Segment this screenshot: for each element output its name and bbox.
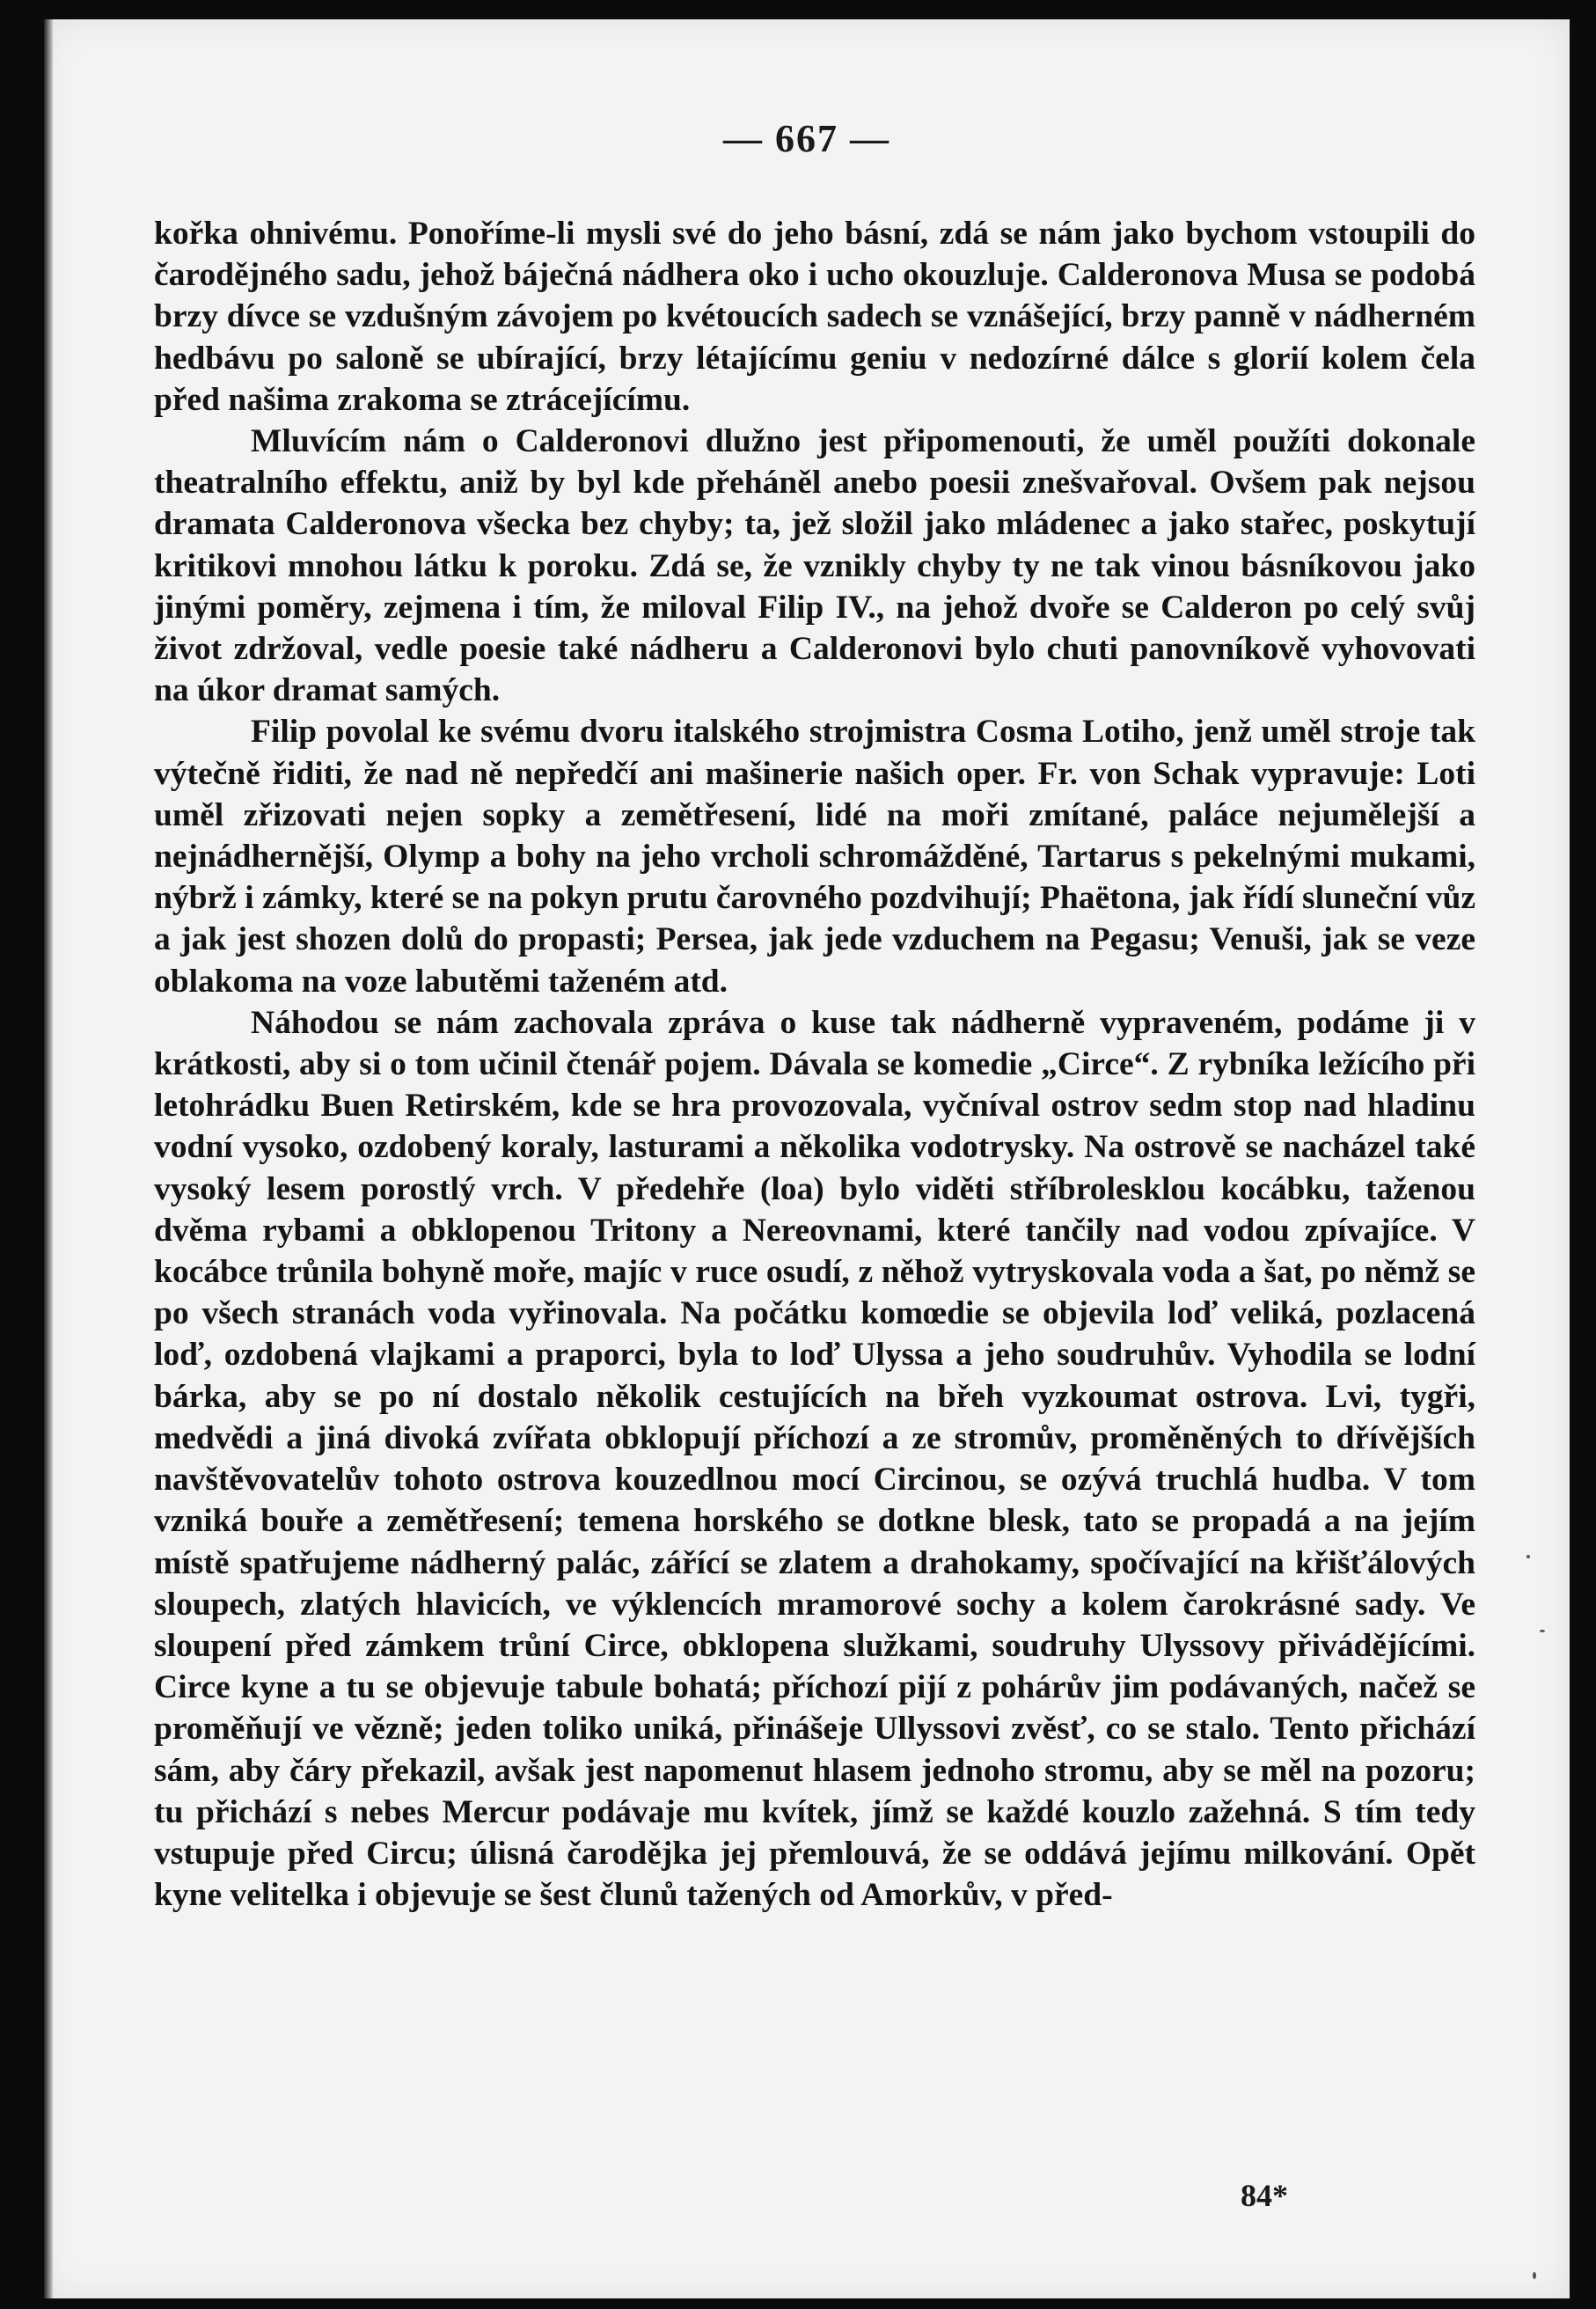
dust-speck (1540, 1630, 1545, 1632)
body-text (154, 213, 1475, 1916)
page-edge-shadow (44, 19, 53, 2298)
paragraph: Filip povolal ke svému dvoru italského strojmistra Cosma Lotiho, jenž uměl stroje tak výtečně řiditi, že nad ně nepředčí ani mašinerie našich oper. Fr. von Schak vypravuje: Loti uměl zřizovati nejen sopky a zemětřesení, lidé na moři zmítané, paláce nejumělejší a nejnádhernější, Olymp a bohy na jeho vrcholi schromážděné, Tartarus s pekelnými mukami, nýbrž i zámky, které se na pokyn prutu čarovného pozdvihují; Phaëtona, jak řídí sluneční vůz a jak jest shozen dolů do propasti; Persea, jak jede vzduchem na Pegasu; Venuši, jak se veze oblakoma na voze labutěmi taženém atd. (154, 714, 1475, 1000)
page-number: — 667 — (723, 117, 890, 160)
paragraph: kořka ohnivému. Ponoříme-li mysli své do jeho básní, zdá se nám jako bychom vstoupili do čarodějného sadu, jehož báječná nádhera oko i ucho okouzluje. Calderonova Musa se podobá brzy dívce se vzdušným závojem po kvétoucích sadech se vznášející, brzy panně v nádherném hedbávu po saloně se ubírající, brzy létajícímu geniu v nedozírné dálce s glorií kolem čela před našima zrakoma se ztrácejícímu. (154, 216, 1475, 418)
dust-speck (1533, 2272, 1536, 2279)
paragraph: Náhodou se nám zachovala zpráva o kuse tak nádherně vypraveném, podáme ji v krátkosti, aby si o tom učinil čtenář pojem. Dávala se komedie „Circe“. Z rybníka ležícího při letohrádku Buen Retirském, kde se hra provozovala, vyčníval ostrov sedm stop nad hladinu vodní vysoko, ozdobený koraly, lasturami a několika vodotrysky. Na ostrově se nacházel také vysoký lesem porostlý vrch. V předehře (loa) bylo viděti stříbrolesklou kocábku, taženou dvěma rybami a obklopenou Tritony a Nereovnami, které tančily nad vodou zpívajíce. V kocábce trůnila bohyně moře, majíc v ruce osudí, z něhož vytryskovala voda a šat, po němž se po všech stranách voda vyřinovala. Na počátku komœdie se objevila loď veliká, pozlacená loď, ozdobená vlajkami a praporci, byla to loď Ulyssa a jeho soudruhův. Vyhodila se lodní bárka, aby se po ní dostalo několik cestujících na břeh vyzkoumat ostrova. Lvi, tygři, medvědi a jiná divoká zvířata obklopují příchozí a ze stromův, proměněných to dřívějších navštěvovatelův tohoto ostrova kouzedlnou mocí Circinou, se ozývá truchlá hudba. V tom vzniká bouře a zemětřesení; temena horského se dotkne blesk, tato se propadá a na jejím místě spatřujeme nádherný palác, zářící se zlatem a drahokamy, spočívající na křišťálových sloupech, zlatých hlavicích, ve výklencích mramorové sochy a kolem čarokrásné sady. Ve sloupení před zámkem trůní Circe, obklopena služkami, soudruhy Ulyssovy přivádějícími. Circe kyne a tu se objevuje tabule bohatá; příchozí pijí z pohárův jim podávaných, načež se proměňují ve vězně; jeden toliko uniká, přinášeje Ullyssovi zvěsť, co se stalo. Tento přichází sám, aby čáry překazil, avšak jest napomenut hlasem jednoho stromu, aby se měl na pozoru; tu přichází s nebes Mercur podávaje mu kvítek, jímž se každé kouzlo zažehná. S tím tedy vstupuje před Circu; úlisná čarodějka jej přemlouvá, že se oddává jejímu milkování. Opět kyne velitelka i objevuje se šest člunů tažených od Amorkův, v před- (154, 1004, 1475, 1914)
book-page (44, 19, 1570, 2298)
paragraph: Mluvícím nám o Calderonovi dlužno jest připomenouti, že uměl použíti dokonale theatralního effektu, aniž by byl kde přeháněl anebo poesii znešvařoval. Ovšem pak nejsou dramata Calderonova všecka bez chyby; ta, jež složil jako mládenec a jako stařec, poskytují kritikovi mnohou látku k poroku. Zdá se, že vznikly chyby ty ne tak vinou básníkovou jako jinými poměry, zejmena i tím, že miloval Filip IV., na jehož dvoře se Calderon po celý svůj život zdržoval, vedle poesie také nádheru a Calderonovi bylo chuti panovníkově vyhovovati na úkor dramat samých. (154, 423, 1475, 709)
printer-signature-mark: 84* (1241, 2178, 1288, 2213)
dust-speck (1526, 1555, 1530, 1558)
